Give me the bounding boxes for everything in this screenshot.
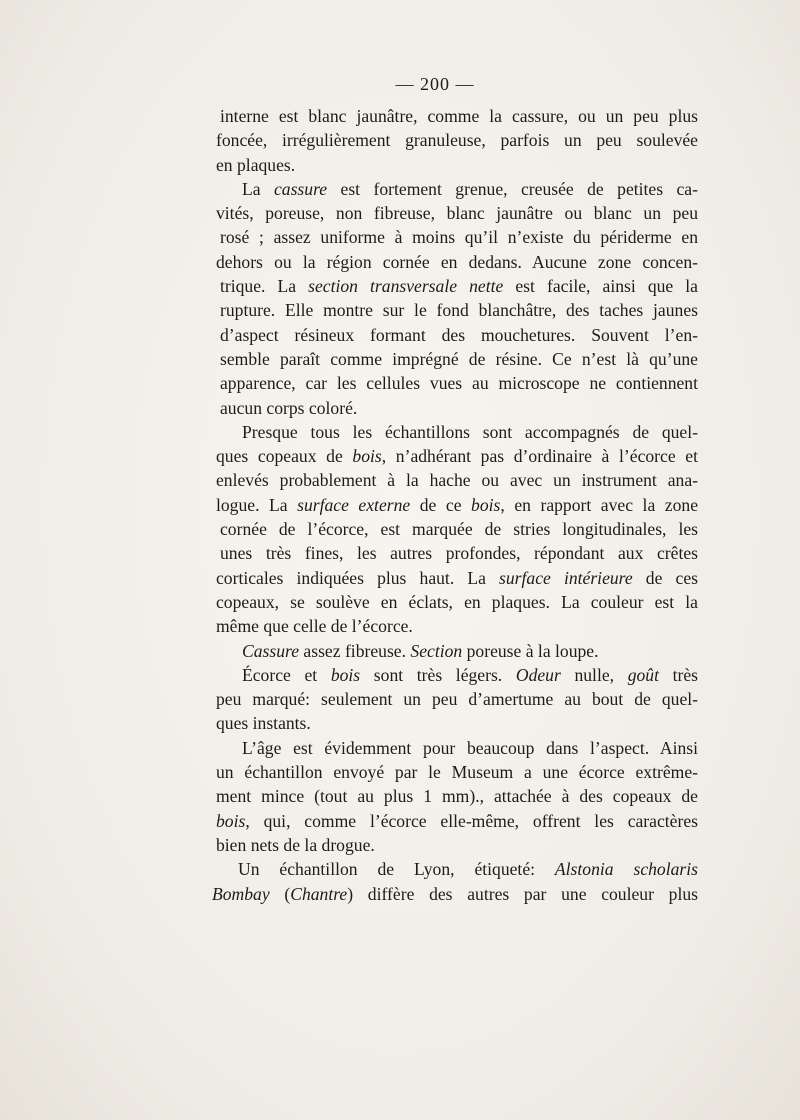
page-number: — 200 — <box>395 74 475 94</box>
paragraph <box>216 420 699 639</box>
text-line: rosé ; assez uniforme à moins qu’il n’existe du périderme en <box>220 227 698 248</box>
text-line: bois, qui, comme l’écorce elle-même, offrent les caractères <box>216 810 698 831</box>
text-line: L’âge est évidemment pour beaucoup dans l’aspect. Ainsi <box>242 737 698 758</box>
body-text <box>212 104 699 906</box>
text-line: ques copeaux de bois, n’adhérant pas d’ordinaire à l’écorce et <box>216 446 698 467</box>
text-line: vités, poreuse, non fibreuse, blanc jaunâtre ou blanc un peu <box>216 203 698 224</box>
text-line: apparence, car les cellules vues au microscope ne contiennent <box>220 373 698 394</box>
text-line: peu marqué: seulement un peu d’amertume au bout de quel- <box>216 689 698 710</box>
text-line: cornée de l’écorce, est marquée de stries longitudinales, les <box>220 519 698 540</box>
text-line: un échantillon envoyé par le Museum a une écorce extrême- <box>216 762 698 783</box>
text-line: Presque tous les échantillons sont accompagnés de quel- <box>242 421 698 442</box>
text-line: dehors ou la région cornée en dedans. Aucune zone concen- <box>216 251 698 272</box>
text-line: Bombay (Chantre) diffère des autres par une couleur plus <box>212 883 698 904</box>
text-line: copeaux, se soulève en éclats, en plaques. La couleur est la <box>216 591 698 612</box>
paragraph <box>216 177 698 420</box>
text-line: semble paraît comme imprégné de résine. Ce n’est là qu’une <box>220 348 698 369</box>
text-line: Un échantillon de Lyon, étiqueté: Alstonia scholaris <box>238 859 698 880</box>
paragraph <box>220 639 698 663</box>
text-line: ques instants. <box>216 713 311 734</box>
text-line: La cassure est fortement grenue, creusée de petites ca- <box>242 178 698 199</box>
paragraph <box>216 736 698 857</box>
text-line: rupture. Elle montre sur le fond blanchâtre, des taches jaunes <box>220 300 698 321</box>
text-line: trique. La section transversale nette est facile, ainsi que la <box>220 276 698 297</box>
text-line: interne est blanc jaunâtre, comme la cassure, ou un peu plus <box>220 106 698 126</box>
text-line: aucun corps coloré. <box>220 397 358 418</box>
text-line: en plaques. <box>216 154 296 175</box>
text-line: ment mince (tout au plus 1 mm)., attachée à des copeaux de <box>216 786 698 807</box>
text-line: unes très fines, les autres profondes, répondant aux crêtes <box>220 543 698 564</box>
paragraph <box>216 663 699 736</box>
text-line: corticales indiquées plus haut. La surface intérieure de ces <box>216 567 699 588</box>
text-line: Écorce et bois sont très légers. Odeur nulle, goût très <box>242 664 699 685</box>
text-line: même que celle de l’écorce. <box>216 616 413 637</box>
text-line: enlevés probablement à la hache ou avec un instrument ana- <box>216 470 698 491</box>
text-line: Cassure assez fibreuse. Section poreuse à la loupe. <box>242 640 599 661</box>
text-line: foncée, irrégulièrement granuleuse, parfois un peu soulevée <box>216 130 698 151</box>
text-line: logue. La surface externe de ce bois, en rapport avec la zone <box>216 494 698 515</box>
text-line: d’aspect résineux formant des mouchetures. Souvent l’en- <box>220 324 698 345</box>
paragraph <box>212 857 698 906</box>
text-line: bien nets de la drogue. <box>216 834 375 855</box>
paragraph <box>216 104 698 177</box>
